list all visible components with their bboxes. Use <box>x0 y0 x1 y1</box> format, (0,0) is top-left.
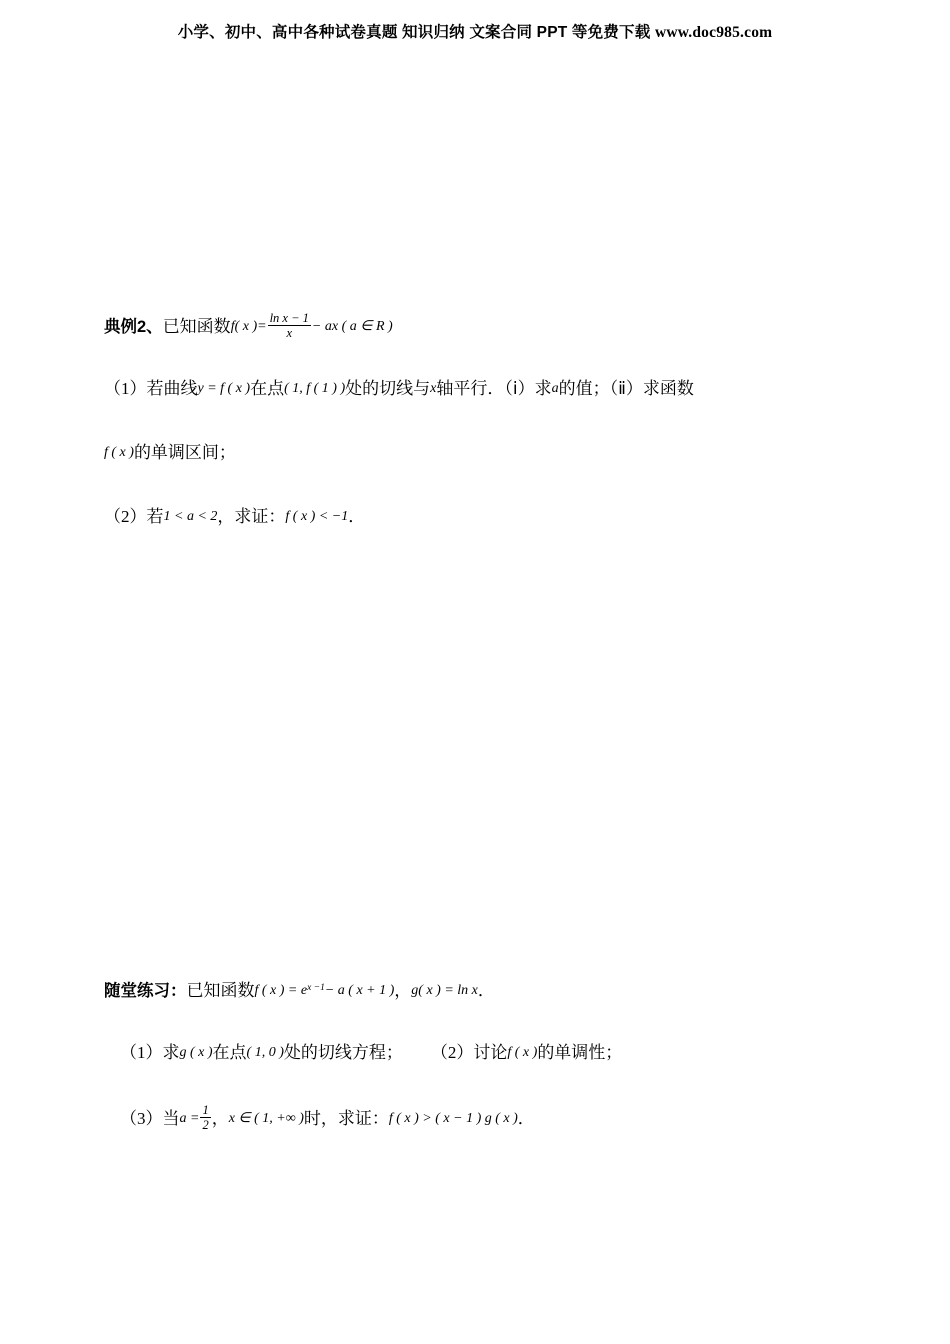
example2-item1-point: ( 1, f ( 1 ) ) <box>284 381 346 396</box>
practice-item3-conclusion: f ( x ) > ( x − 1 ) g ( x ) <box>388 1111 518 1127</box>
formula-paren-x: ( x ) <box>234 319 258 335</box>
practice-stem-line <box>104 978 884 1004</box>
example2-item2-tail: ． <box>348 507 366 526</box>
practice-stem-comma: ， <box>394 981 412 1000</box>
example2-item2-line <box>104 504 884 530</box>
practice-item1 <box>120 1040 900 1066</box>
practice-item1-point: ( 1, 0 ) <box>246 1045 284 1060</box>
example2-item1-prefix: （1）若曲线 <box>104 379 198 398</box>
example2-item1-cont <box>104 440 884 466</box>
practice-item3-line <box>120 1104 900 1134</box>
practice-item2-f: f ( x ) <box>507 1045 538 1060</box>
example2-item1-line <box>104 376 904 402</box>
practice-item3-mid: 时，求证： <box>303 1109 389 1129</box>
example2-lead: 典例2、 <box>104 318 163 337</box>
practice-f-tail: − a ( x + 1 ) <box>324 983 395 998</box>
practice-g-tail: ( x ) = ln x <box>418 983 478 998</box>
practice-item1-mid: 在点 <box>212 1043 247 1062</box>
practice-item3-tail: ． <box>517 1109 535 1129</box>
practice-fraction-denominator: 2 <box>202 1118 209 1133</box>
page-header <box>0 20 950 42</box>
practice-item3 <box>120 1104 900 1134</box>
practice-item2-prefix: （2）讨论 <box>430 1043 508 1062</box>
practice-item3-comma: ， <box>211 1109 229 1129</box>
practice-item2-tail: 的单调性； <box>537 1043 623 1062</box>
practice-g-head: g <box>411 983 419 998</box>
practice-stem-period: ． <box>477 981 495 1000</box>
practice-lead: 随堂练习： <box>104 982 187 1000</box>
practice-item3-x-range: x ∈ ( 1, +∞ ) <box>228 1111 304 1127</box>
practice-stem <box>104 978 884 1004</box>
example2-item1-mid4: 的值；（ⅱ）求函数 <box>558 379 694 398</box>
practice-item1-line <box>120 1040 900 1066</box>
practice-item3-a <box>179 1103 212 1133</box>
formula-tail: − ax ( a ∈ R ) <box>311 319 393 335</box>
example2-item2-range: 1 < a < 2 <box>163 509 218 524</box>
example2-item1-curve: y = f ( x ) <box>197 381 251 396</box>
example2-stem-text: 已知函数 <box>162 317 231 337</box>
practice-stem-text: 已知函数 <box>186 981 255 1000</box>
practice-a-fraction <box>200 1103 210 1133</box>
example2-item1-mid1: 在点 <box>250 379 285 398</box>
fraction-numerator: ln x − 1 <box>269 311 309 325</box>
practice-f-head: f ( x ) = e <box>254 983 308 998</box>
example2-item1-cont-line <box>104 440 884 466</box>
formula-equals: = <box>257 319 267 335</box>
example2-item1 <box>104 376 904 402</box>
example2-item1-mid3: 轴平行．（ⅰ）求 <box>436 379 552 398</box>
practice-item1-tail: 处的切线方程； <box>283 1043 403 1062</box>
example2-item1-a: a <box>551 381 559 396</box>
practice-f-exponent: x −1 <box>307 983 325 993</box>
example2-item1-f2: f ( x ) <box>104 445 134 460</box>
example2-item1-tail: 的单调区间； <box>133 443 236 462</box>
example2-item1-x: x <box>430 381 437 396</box>
example2-item2-mid: ，求证： <box>217 507 286 526</box>
practice-stem-formula-g <box>411 983 478 998</box>
fraction-denominator: x <box>286 326 293 341</box>
practice-a-label: a = <box>179 1111 200 1127</box>
example2-item2-prefix: （2）若 <box>104 507 164 526</box>
example2-stem-formula <box>230 311 393 341</box>
practice-fraction-numerator: 1 <box>202 1103 209 1117</box>
header-url: www.doc985.com <box>654 24 773 41</box>
example2-stem <box>104 312 884 342</box>
formula-f: f <box>230 319 235 335</box>
practice-item1-g: g ( x ) <box>179 1045 213 1060</box>
practice-stem-formula-f <box>255 983 395 998</box>
practice-item3-prefix: （3）当 <box>120 1109 180 1129</box>
practice-item1-prefix: （1）求 <box>120 1043 180 1062</box>
example2-item1-mid2: 处的切线与 <box>345 379 431 398</box>
header-text: 小学、初中、高中各种试卷真题 知识归纳 文案合同 PPT 等免费下载 <box>177 24 651 41</box>
formula-fraction <box>268 311 311 341</box>
example2-item2 <box>104 504 884 530</box>
example2-stem-line <box>104 312 884 342</box>
example2-item2-conclusion: f ( x ) < −1 <box>285 509 349 524</box>
